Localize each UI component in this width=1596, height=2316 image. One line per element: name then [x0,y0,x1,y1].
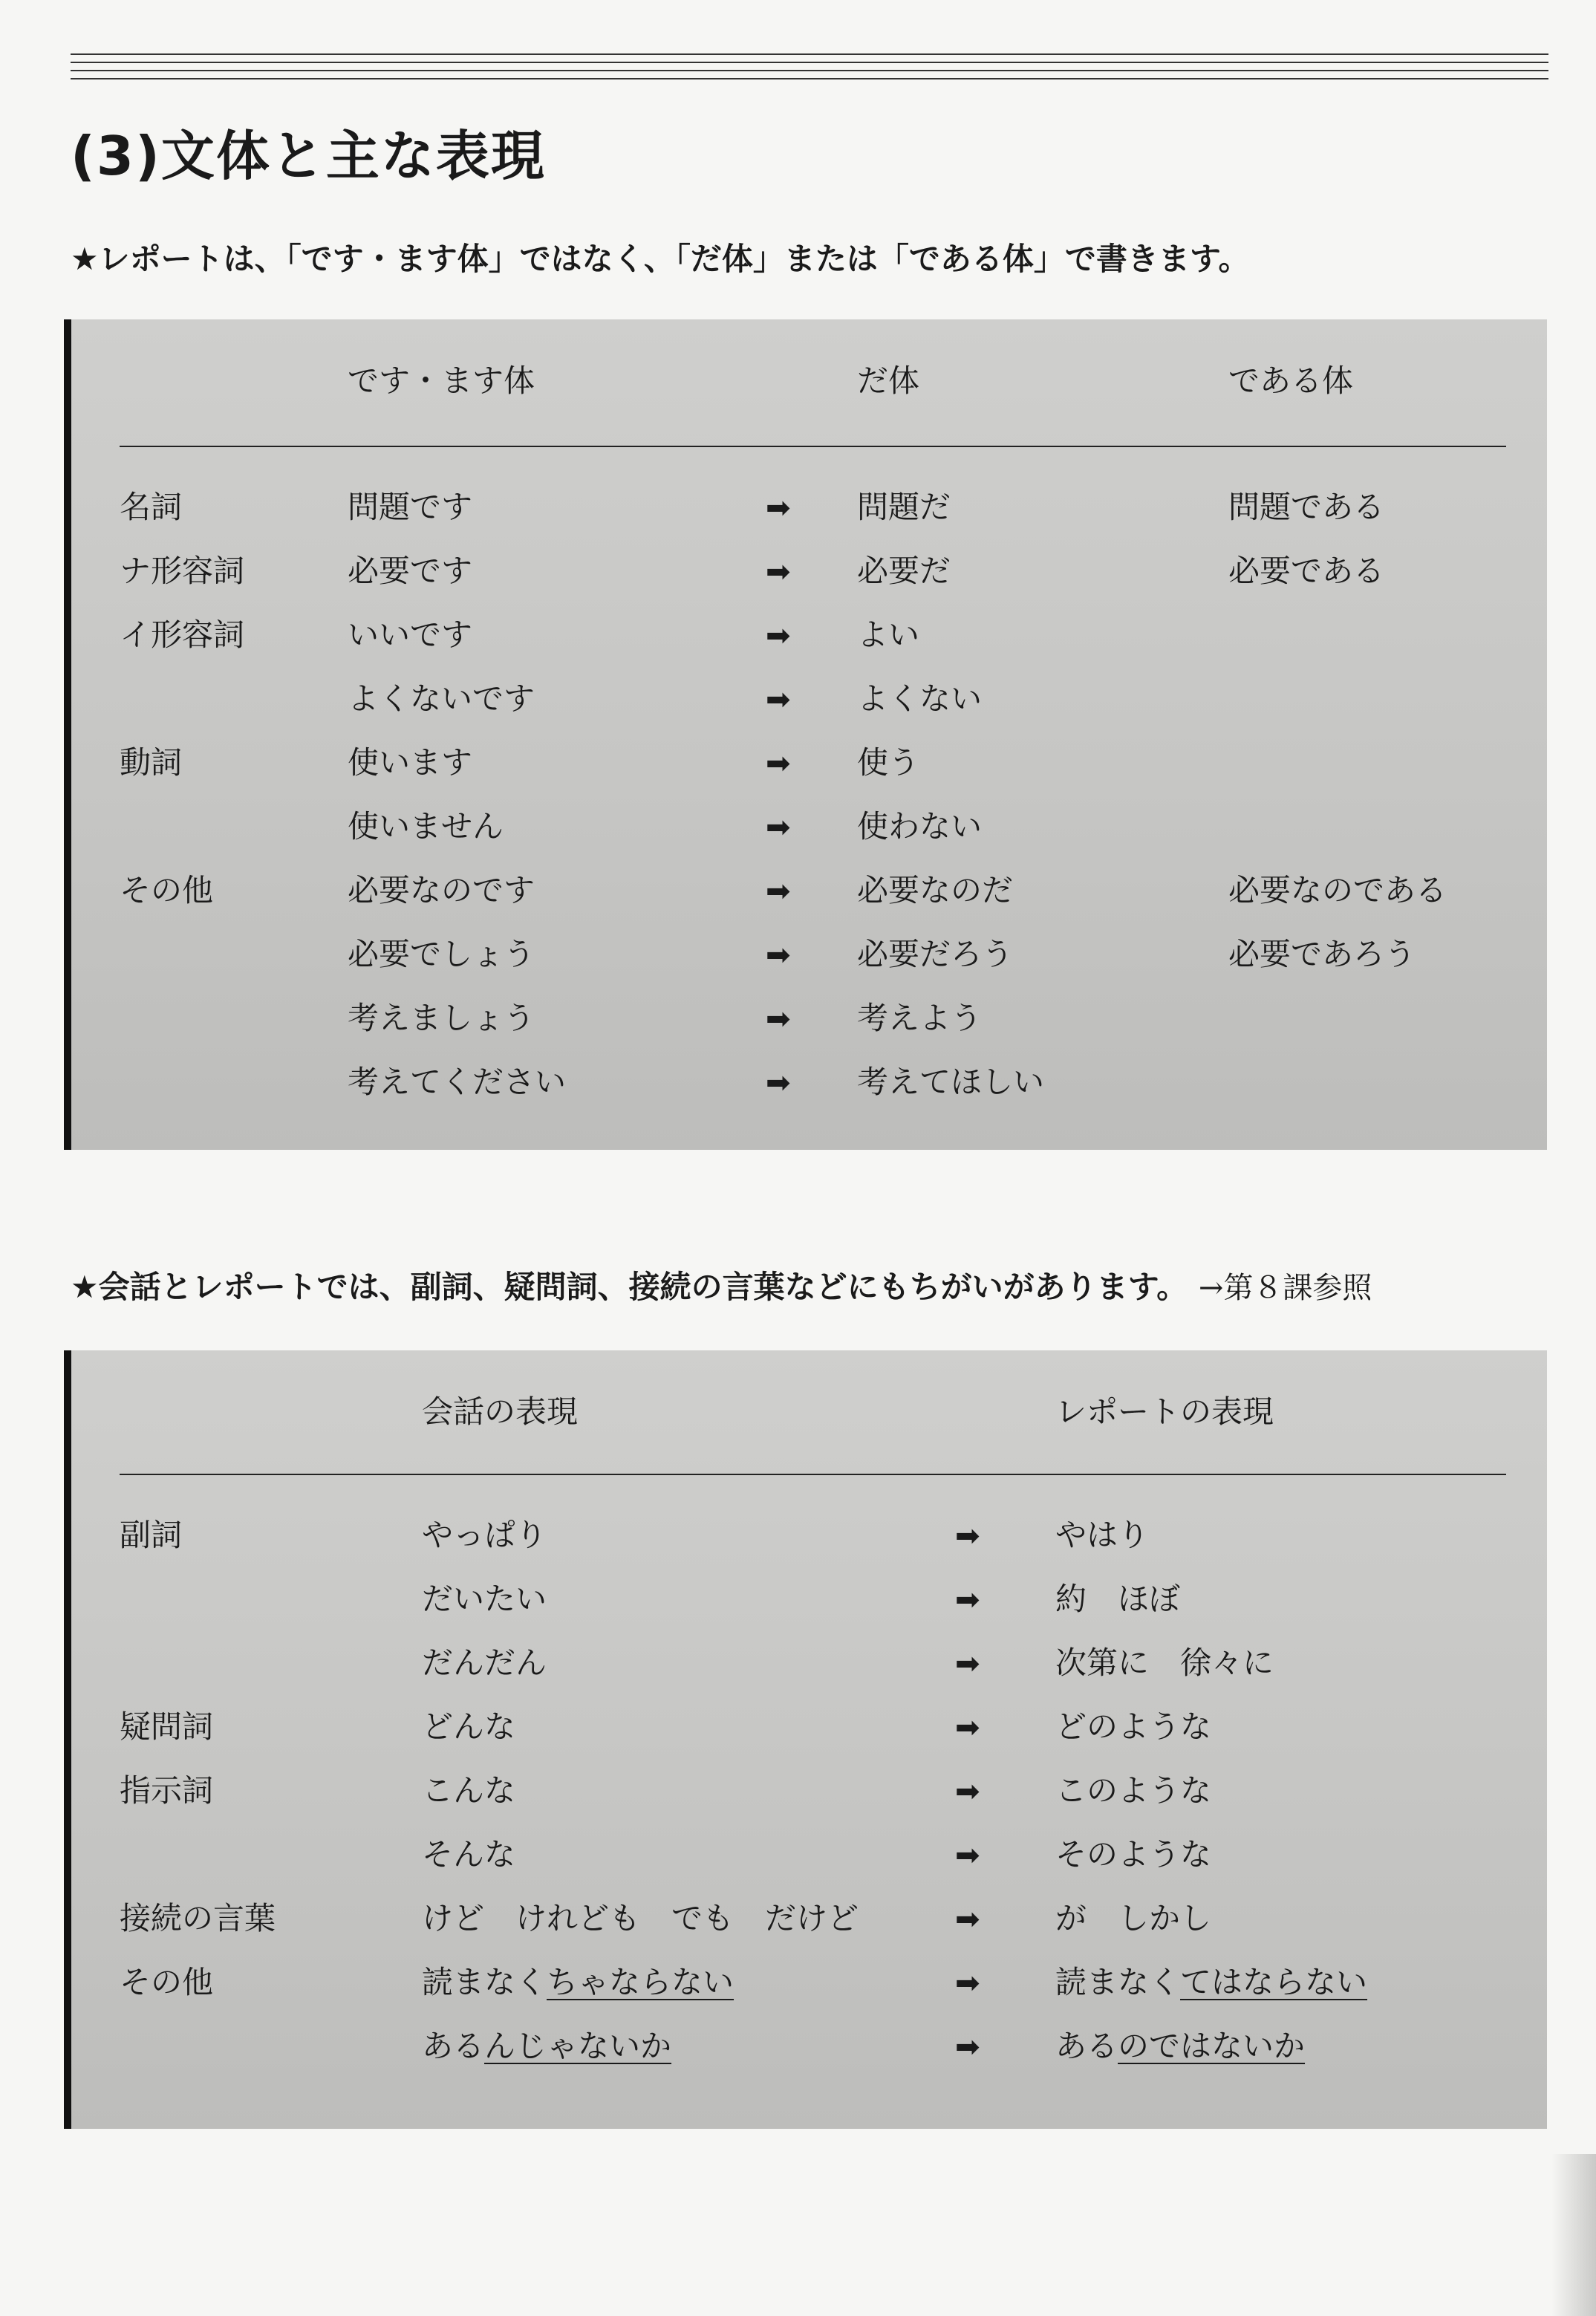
right-arrow-icon: ➡ [955,1838,980,1873]
right-arrow-icon: ➡ [955,2030,980,2064]
right-arrow-icon: ➡ [766,555,791,589]
underlined-part: てはならない [1180,1964,1368,2000]
report-expression: 約 ほぼ [1055,1581,1181,1617]
report-expression: 次第に 徐々に [1055,1645,1274,1681]
report-expression: そのような [1055,1836,1212,1873]
da-form: 考えてほしい [857,1064,1045,1100]
desu-masu-form: 考えましょう [348,1000,535,1036]
desu-masu-form: いいです [348,617,473,653]
underlined-part: んじゃないか [484,2028,672,2064]
row-category: 指示詞 [120,1772,214,1809]
right-arrow-icon: ➡ [955,1583,980,1617]
da-form: 使う [857,744,920,781]
conversation-expression: やっぱり [422,1517,547,1553]
header-desu-masu: です・ます体 [348,362,535,399]
desu-masu-form: 必要です [348,553,473,589]
header-dearu: である体 [1228,362,1354,399]
header-report: レポートの表現 [1055,1393,1274,1430]
report-expression: あるのではないか [1055,2028,1306,2064]
da-form: 問題だ [857,489,951,525]
row-category: 副詞 [120,1517,183,1553]
conversation-expression: 読まなくちゃならない [422,1964,735,2000]
intro-text-1: ★レポートは、「です・ます体」ではなく、「だ体」または「である体」で書きます。 [71,241,1250,277]
right-arrow-icon: ➡ [766,1066,791,1100]
page-edge-shadow [1551,2154,1596,2316]
row-category: 接続の言葉 [120,1900,276,1936]
intro-text-2-main: ★会話とレポートでは、副詞、疑問詞、接続の言葉などにもちがいがあります。 [71,1269,1188,1305]
row-category: ナ形容詞 [120,553,245,589]
right-arrow-icon: ➡ [766,683,791,717]
right-arrow-icon: ➡ [766,1002,791,1036]
conversation-expression: だいたい [422,1581,547,1617]
conversation-expression: だんだん [422,1645,547,1681]
row-category: 疑問詞 [120,1708,214,1745]
conversation-report-table [64,1350,1547,2129]
desu-masu-form: 使いません [348,808,504,845]
right-arrow-icon: ➡ [955,1711,980,1745]
report-expression: このような [1055,1772,1212,1809]
header-da: だ体 [857,362,920,399]
row-category: 名詞 [120,489,183,525]
desu-masu-form: 使います [348,744,473,781]
da-form: よい [857,617,920,653]
report-expression: 読まなくてはならない [1055,1964,1368,2000]
da-form: よくない [857,680,983,717]
header-rules [71,53,1548,86]
right-arrow-icon: ➡ [766,874,791,908]
conversation-expression: どんな [422,1708,516,1745]
right-arrow-icon: ➡ [766,619,791,653]
right-arrow-icon: ➡ [955,1902,980,1936]
conversation-expression: あるんじゃないか [422,2028,672,2064]
da-form: 考えよう [857,1000,983,1036]
right-arrow-icon: ➡ [766,810,791,845]
report-expression: が しかし [1055,1900,1212,1936]
conversation-expression: けど けれども でも だけど [422,1900,859,1936]
dearu-form: 問題である [1228,489,1385,525]
desu-masu-form: よくないです [348,680,535,717]
da-form: 必要なのだ [857,872,1014,908]
right-arrow-icon: ➡ [955,1647,980,1681]
underlined-part: ちゃならない [547,1964,735,2000]
lesson-reference: →第８課参照 [1198,1271,1372,1305]
row-category: イ形容詞 [120,617,245,653]
right-arrow-icon: ➡ [766,746,791,781]
right-arrow-icon: ➡ [955,1966,980,2000]
dearu-form: 必要であろう [1228,936,1416,972]
conversation-expression: そんな [422,1836,516,1873]
desu-masu-form: 必要でしょう [348,936,535,972]
row-category: その他 [120,1964,214,2000]
intro-text-2 [71,1263,1372,1307]
desu-masu-form: 必要なのです [348,872,535,908]
header-divider [120,1474,1506,1475]
right-arrow-icon: ➡ [766,491,791,525]
desu-masu-form: 問題です [348,489,473,525]
section-title: (3)文体と主な表現 [71,125,546,187]
desu-masu-form: 考えてください [348,1064,567,1100]
report-expression: やはり [1055,1517,1150,1553]
report-expression: どのような [1055,1708,1212,1745]
right-arrow-icon: ➡ [955,1775,980,1809]
dearu-form: 必要である [1228,553,1385,589]
row-category: その他 [120,872,214,908]
right-arrow-icon: ➡ [955,1519,980,1553]
da-form: 使わない [857,808,983,845]
header-divider [120,446,1506,447]
dearu-form: 必要なのである [1228,872,1447,908]
row-category: 動詞 [120,744,183,781]
da-form: 必要だろう [857,936,1014,972]
right-arrow-icon: ➡ [766,938,791,972]
da-form: 必要だ [857,553,951,589]
header-conversation: 会話の表現 [422,1393,579,1430]
style-comparison-table [64,319,1547,1150]
conversation-expression: こんな [422,1772,516,1809]
underlined-part: のではないか [1118,2028,1306,2064]
